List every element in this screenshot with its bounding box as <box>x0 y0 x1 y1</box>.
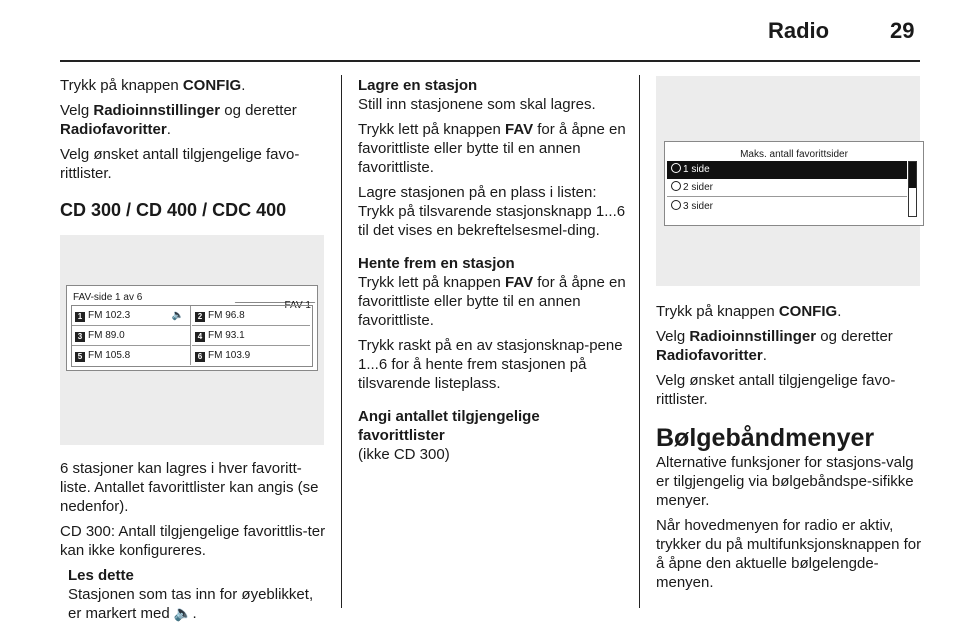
radio-icon <box>671 181 681 191</box>
page-number: 29 <box>890 18 915 43</box>
fav-preset: 4 FM 93.1 <box>192 326 310 346</box>
paragraph: Velg ønsket antall tilgjengelige favo-rittlister. <box>656 372 896 408</box>
option-2-sider: 2 sider <box>667 179 907 197</box>
paragraph: Trykk lett på knappen FAV for å åpne en favorittliste eller bytte til en annen favorittliste. <box>358 274 626 329</box>
radio-icon <box>671 163 681 173</box>
page-title: Radio <box>768 18 830 43</box>
column-1 <box>60 76 330 629</box>
subheading: Lagre en stasjon <box>358 77 478 94</box>
column-divider-1 <box>341 75 342 608</box>
fav-preset: 6 FM 103.9 <box>192 346 310 365</box>
option-1-side: 1 side <box>667 161 907 179</box>
paragraph: Velg Radioinnstillinger og deretter Radiofavoritter. <box>60 102 297 138</box>
paragraph: Når hovedmenyen for radio er aktiv, trykker du på multifunksjonsknappen for å åpne den aktuelle bølgelengde-menyen. <box>656 517 922 591</box>
paragraph: Trykk lett på knappen FAV for å åpne en favorittliste eller bytte til en annen favorittliste. <box>358 121 626 176</box>
radio-icon <box>671 200 681 210</box>
fav-preset: 2 FM 96.8 <box>192 306 310 326</box>
fav-preset: 3 FM 89.0 <box>72 326 191 346</box>
max-fav-pages-figure <box>656 76 920 286</box>
fav-display-title: FAV-side 1 av 6 <box>73 292 143 303</box>
note-text: Stasjonen som tas inn for øyeblikket, er markert med 🔈. <box>68 586 314 622</box>
paragraph: 6 stasjoner kan lagres i hver favoritt-liste. Antallet favorittlister kan angis (se nedenfor). <box>60 460 319 515</box>
scrollbar <box>908 161 917 217</box>
page-header <box>0 0 960 62</box>
column-divider-2 <box>639 75 640 608</box>
subheading: Angi antallet tilgjengelige favorittlister <box>358 408 540 444</box>
header-rule <box>60 60 920 62</box>
fav-preset: 1 FM 102.3 🔈 <box>72 306 191 326</box>
paragraph: Velg ønsket antall tilgjengelige favo-rittlister. <box>60 146 300 182</box>
max-fav-display <box>664 141 924 226</box>
paragraph: Still inn stasjonene som skal lagres. <box>358 96 596 113</box>
scrollbar-thumb <box>909 162 916 188</box>
paragraph: Lagre stasjonen på en plass i listen: Trykk på tilsvarende stasjonsknapp 1...6 til det vises en bekreftelsesmel-ding. <box>358 184 626 239</box>
speaker-icon: 🔈 <box>171 310 184 321</box>
paragraph: Trykk raskt på en av stasjonsknap-pene 1...6 for å hente frem stasjonen på tilsvarende listeplass. <box>358 337 623 392</box>
subheading: Hente frem en stasjon <box>358 255 515 272</box>
option-3-sider: 3 sider <box>667 198 907 216</box>
note-title: Les dette <box>68 567 134 584</box>
paragraph: Velg Radioinnstillinger og deretter Radiofavoritter. <box>656 328 893 364</box>
fav-list-label: FAV 1 <box>284 300 311 311</box>
section-heading: CD 300 / CD 400 / CDC 400 <box>60 200 287 220</box>
paragraph: Alternative funksjoner for stasjons-valg er tilgjengelig via bølgebåndspe-sifikke menyer. <box>656 454 914 509</box>
fav-screen-figure <box>60 235 324 445</box>
note <box>60 566 330 623</box>
column-2 <box>358 76 628 470</box>
fav-preset: 5 FM 105.8 <box>72 346 191 365</box>
max-fav-title: Maks. antall favorittsider <box>740 149 848 160</box>
section-heading: Bølgebåndmenyer <box>656 424 875 452</box>
fav-grid <box>71 305 313 367</box>
paragraph: Trykk på knappen CONFIG. <box>60 77 246 94</box>
column-3 <box>656 76 922 598</box>
paragraph: Trykk på knappen CONFIG. <box>656 303 842 320</box>
fav-display <box>66 285 318 371</box>
paragraph: CD 300: Antall tilgjengelige favorittlis-ter kan ikke konfigureres. <box>60 523 326 559</box>
paragraph: (ikke CD 300) <box>358 446 450 463</box>
